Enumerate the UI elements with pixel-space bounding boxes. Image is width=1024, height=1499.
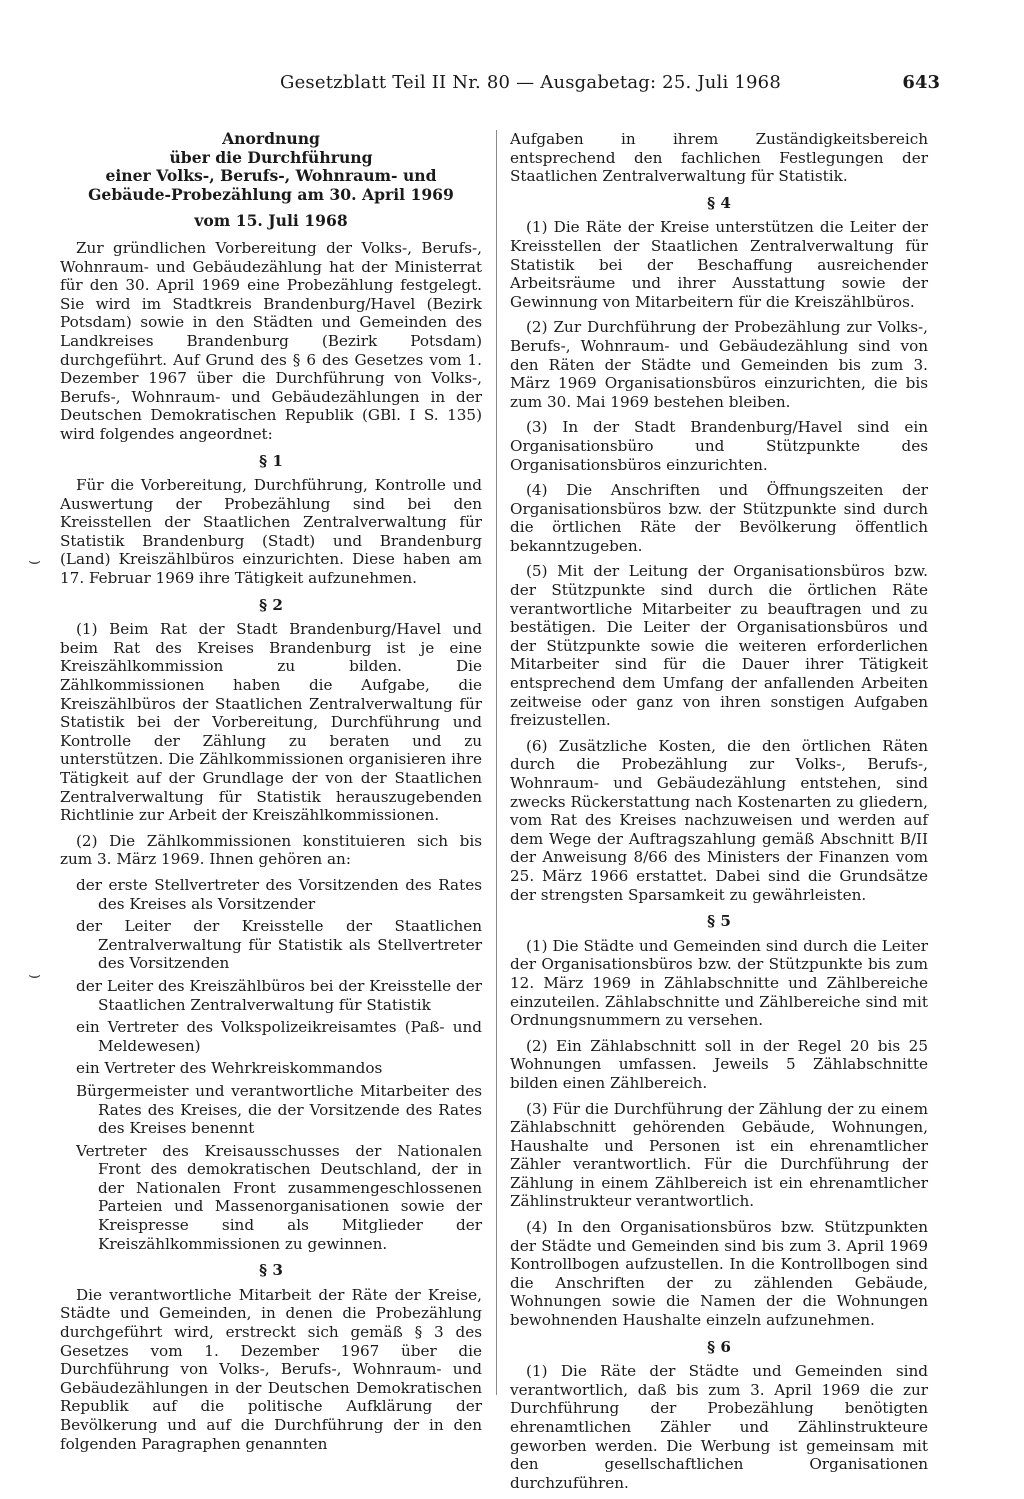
page-header [60,72,940,100]
preamble: Zur gründlichen Vorbereitung der Volks-, Berufs-, Wohnraum- und Gebäudezählung hat der Ministerrat für den 30. April 1969 eine Probezählung festgelegt. Sie wird im Stadtkreis Brandenburg/Havel (Bezirk Potsdam) sowie in den Städten und Gemeinden des Landkreises Brandenburg (Bezirk Potsdam) durchgeführt. Auf Grund des § 6 des Gesetzes vom 1. Dezember 1967 über die Durchführung von Volks-, Berufs-, Wohnraum- und Gebäudezählungen in der Deutschen Demokratischen Republik (GBl. I S. 135) wird folgendes angeordnet: [60,238,482,443]
margin-mark: ⌣ [28,962,42,986]
title-line: über die Durchführung [169,147,373,167]
section-2-paragraph: (1) Beim Rat der Stadt Brandenburg/Havel und beim Rat des Kreises Brandenburg ist je eine Kreiszählkommission zu bilden. Die Zählkommissionen haben die Aufgabe, die Kreiszählbüros der Staatlichen Zentralverwaltung für Statistik bei der Vorbereitung, Durchführung und Kontrolle der Zählung zu beraten und zu unterstützen. Die Zählkommissionen organisieren ihre Tätigkeit auf der Grundlage der von der Staatlichen Zentralverwaltung für Statistik herauszugebenden Richtlinie zur Arbeit der Kreiszählkommissionen. [60,620,482,825]
section-2-paragraph: (2) Die Zählkommissionen konstituieren sich bis zum 3. März 1969. Ihnen gehören an: [60,831,482,869]
section-4-paragraph: (6) Zusätzliche Kosten, die den örtlichen Räten durch die Probezählung zur Volks-, Berufs-, Wohnraum- und Gebäudezählung entstehen, sind zwecks Rückerstattung nach Kostenarten zu gliedern, vom Rat des Kreises nachzuweisen und werden auf dem Wege der Auftragszahlung gemäß Abschnitt B/II der Anweisung 8/66 des Ministers der Finanzen vom 25. März 1966 erstattet. Dabei sind die Grundsätze der strengsten Sparsamkeit zu gewährleisten. [510,736,928,904]
title-line: einer Volks-, Berufs-, Wohnraum- und [105,166,437,186]
title-line: Anordnung [222,129,320,148]
right-column [510,130,928,1499]
section-4-paragraph: (5) Mit der Leitung der Organisationsbüros bzw. der Stützpunkte sind durch die örtlichen Räte verantwortliche Mitarbeiter zu beauftragen und zu bestätigen. Die Leiter der Organisationsbüros und der Stützpunkte sowie die weiteren erforderlichen Mitarbeiter sind für die Dauer ihrer Tätigkeit entsprechend dem Umfang der anfallenden Arbeiten zeitweise oder ganz von ihren sonstigen Aufgaben freizustellen. [510,562,928,730]
commission-member-list [60,876,482,1253]
section-heading: § 1 [259,451,283,470]
left-column [60,130,482,1460]
section-3-continuation: Aufgaben in ihrem Zuständigkeitsbereich entsprechend den fachlichen Festlegungen der Staatlichen Zentralverwaltung für Statistik. [510,130,928,186]
section-4-paragraph: (1) Die Räte der Kreise unterstützen die Leiter der Kreisstellen der Staatlichen Zentralverwaltung für Statistik bei der Beschaffung ausreichender Arbeitsräume und ihrer Ausstattung sowie der Gewinnung von Mitarbeitern für die Kreiszählbüros. [510,218,928,311]
section-6-paragraph: (1) Die Räte der Städte und Gemeinden sind verantwortlich, daß bis zum 3. April 1969 die zur Durchführung der Probezählung benötigten ehrenamtlichen Zähler und Zählinstrukteure geworben werden. Die Werbung ist gemeinsam mit den gesellschaftlichen Organisationen durchzuführen. [510,1362,928,1492]
section-heading: § 6 [707,1337,731,1356]
list-item: ein Vertreter des Volkspolizeikreisamtes (Paß- und Meldewesen) [76,1018,482,1055]
column-divider [496,130,497,1395]
section-4-paragraph: (4) Die Anschriften und Öffnungszeiten der Organisationsbüros bzw. der Stützpunkte sind durch die örtlichen Räte der Bevölkerung öffentlich bekanntzugeben. [510,481,928,555]
section-heading: § 4 [707,193,731,212]
section-5-paragraph: (1) Die Städte und Gemeinden sind durch die Leiter der Organisationsbüros bzw. der Stützpunkte bis zum 12. März 1969 in Zählabschnitte und Zählbereiche einzuteilen. Zählabschnitte und Zählbereiche sind mit Ordnungsnummern zu versehen. [510,936,928,1030]
list-item: Vertreter des Kreisausschusses der Nationalen Front des demokratischen Deutschland, der in der Nationalen Front zusammengeschlossenen Parteien und Massenorganisationen sowie der Kreispresse sind als Mitglieder der Kreiszählkommissionen zu gewinnen. [76,1141,482,1253]
section-1-text: Für die Vorbereitung, Durchführung, Kontrolle und Auswertung der Probezählung sind bei den Kreisstellen der Staatlichen Zentralverwaltung für Statistik Brandenburg (Stadt) und Brandenburg (Land) Kreiszählbüros einzurichten. Diese haben am 17. Februar 1969 ihre Tätigkeit aufzunehmen. [60,476,482,588]
list-item: der erste Stellvertreter des Vorsitzenden des Rates des Kreises als Vorsitzender [76,875,482,913]
list-item: der Leiter der Kreisstelle der Staatlichen Zentralverwaltung für Statistik als Stellvertreter des Vorsitzenden [76,917,482,973]
list-item: ein Vertreter des Wehrkreiskommandos [76,1059,383,1078]
section-4-paragraph: (3) In der Stadt Brandenburg/Havel sind ein Organisationsbüro und Stützpunkte des Organisationsbüros einzurichten. [510,418,928,474]
section-heading: § 3 [259,1261,283,1280]
section-5-paragraph: (2) Ein Zählabschnitt soll in der Regel 20 bis 25 Wohnungen umfassen. Jeweils 5 Zählabschnitte bilden einen Zählbereich. [510,1036,928,1092]
section-heading: § 2 [259,595,283,614]
ordinance-date: vom 15. Juli 1968 [194,211,348,231]
ordinance-title [60,130,482,204]
title-line: Gebäude-Probezählung am 30. April 1969 [88,184,454,204]
margin-mark: ⌣ [28,548,42,572]
list-item: der Leiter des Kreiszählbüros bei der Kreisstelle der Staatlichen Zentralverwaltung für Statistik [76,976,482,1014]
section-4-paragraph: (2) Zur Durchführung der Probezählung zur Volks-, Berufs-, Wohnraum- und Gebäudezählung sind von den Räten der Städte und Gemeinden bis zum 3. März 1969 Organisationsbüros einzurichten, die bis zum 30. Mai 1969 bestehen bleiben. [510,318,928,411]
section-heading: § 5 [707,912,731,931]
section-5-paragraph: (3) Für die Durchführung der Zählung der zu einem Zählabschnitt gehörenden Gebäude, Wohnungen, Haushalte und Personen ist ein ehrenamtlicher Zähler verantwortlich. Für die Durchführung der Zählung in einem Zählbereich ist ein ehrenamtlicher Zählinstrukteur verantwortlich. [510,1099,928,1211]
section-5-paragraph: (4) In den Organisationsbüros bzw. Stützpunkten der Städte und Gemeinden sind bis zum 3. April 1969 Kontrollbogen aufzustellen. In die Kontrollbogen sind die Anschriften der zu zählenden Gebäude, Wohnungen sowie die Namen der die Wohnungen bewohnenden Haushalte einzeln aufzunehmen. [510,1218,928,1330]
header-title: Gesetzblatt Teil II Nr. 80 — Ausgabetag: 25. Juli 1968 [280,72,781,93]
list-item: Bürgermeister und verantwortliche Mitarbeiter des Rates des Kreises, die der Vorsitzende des Rates des Kreises benennt [76,1081,482,1138]
section-3-text: Die verantwortliche Mitarbeit der Räte der Kreise, Städte und Gemeinden, in denen die Probezählung durchgeführt wird, erstreckt sich gemäß § 3 des Gesetzes vom 1. Dezember 1967 über die Durchführung von Volks-, Berufs-, Wohnraum- und Gebäudezählungen in der Deutschen Demokratischen Republik auf die politische Aufklärung der Bevölkerung und auf die Durchführung der in den folgenden Paragraphen genannten [60,1285,482,1453]
page-number: 643 [902,72,940,93]
